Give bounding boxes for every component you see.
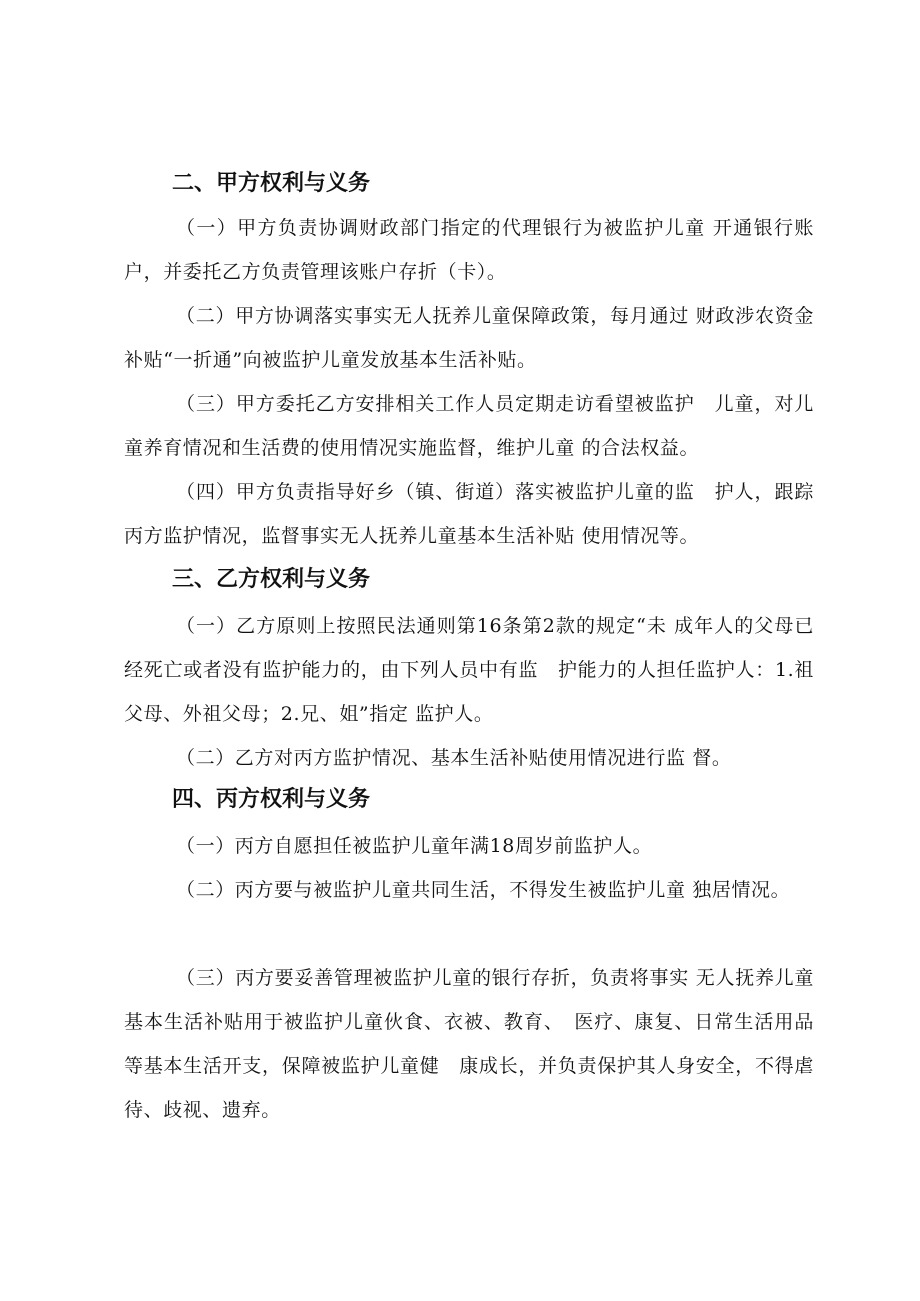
section-heading-4: 四、丙方权利与义务 [172, 787, 371, 812]
section-heading-3: 三、乙方权利与义务 [172, 567, 371, 592]
paragraph-3-1: （一）乙方原则上按照民法通则第16条第2款的规定“未 成年人的父母已经死亡或者没有监护能力的，由下列人员中有监 护能力的人担任监护人：1.祖父母、外祖父母；2.兄、姐”指定 监护人。 [124, 615, 814, 725]
paragraph-2-4: （四）甲方负责指导好乡（镇、街道）落实被监护儿童的监 护人，跟踪丙方监护情况，监督事实无人抚养儿童基本生活补贴 使用情况等。 [124, 481, 814, 547]
paragraph-2-3: （三）甲方委托乙方安排相关工作人员定期走访看望被监护 儿童，对儿童养育情况和生活费的使用情况实施监督，维护儿童 的合法权益。 [124, 393, 814, 459]
section-heading-2: 二、甲方权利与义务 [172, 171, 371, 196]
paragraph-2-2: （二）甲方协调落实事实无人抚养儿童保障政策，每月通过 财政涉农资金补贴“一折通”向被监护儿童发放基本生活补贴。 [124, 305, 814, 371]
paragraph-4-2: （二）丙方要与被监护儿童共同生活，不得发生被监护儿童 独居情况。 [176, 879, 791, 901]
paragraph-3-2: （二）乙方对丙方监护情况、基本生活补贴使用情况进行监 督。 [176, 747, 732, 769]
paragraph-4-3: （三）丙方要妥善管理被监护儿童的银行存折，负责将事实 无人抚养儿童基本生活补贴用于被监护儿童伙食、衣被、教育、 医疗、康复、日常生活用品等基本生活开支，保障被监护儿童健 康成长，并负责保护其人身安全，不得虐待、歧视、遗弃。 [124, 967, 814, 1121]
paragraph-2-1: （一）甲方负责协调财政部门指定的代理银行为被监护儿童 开通银行账户，并委托乙方负责管理该账户存折（卡）。 [124, 217, 814, 283]
paragraph-4-1: （一）丙方自愿担任被监护儿童年满18周岁前监护人。 [176, 835, 653, 857]
